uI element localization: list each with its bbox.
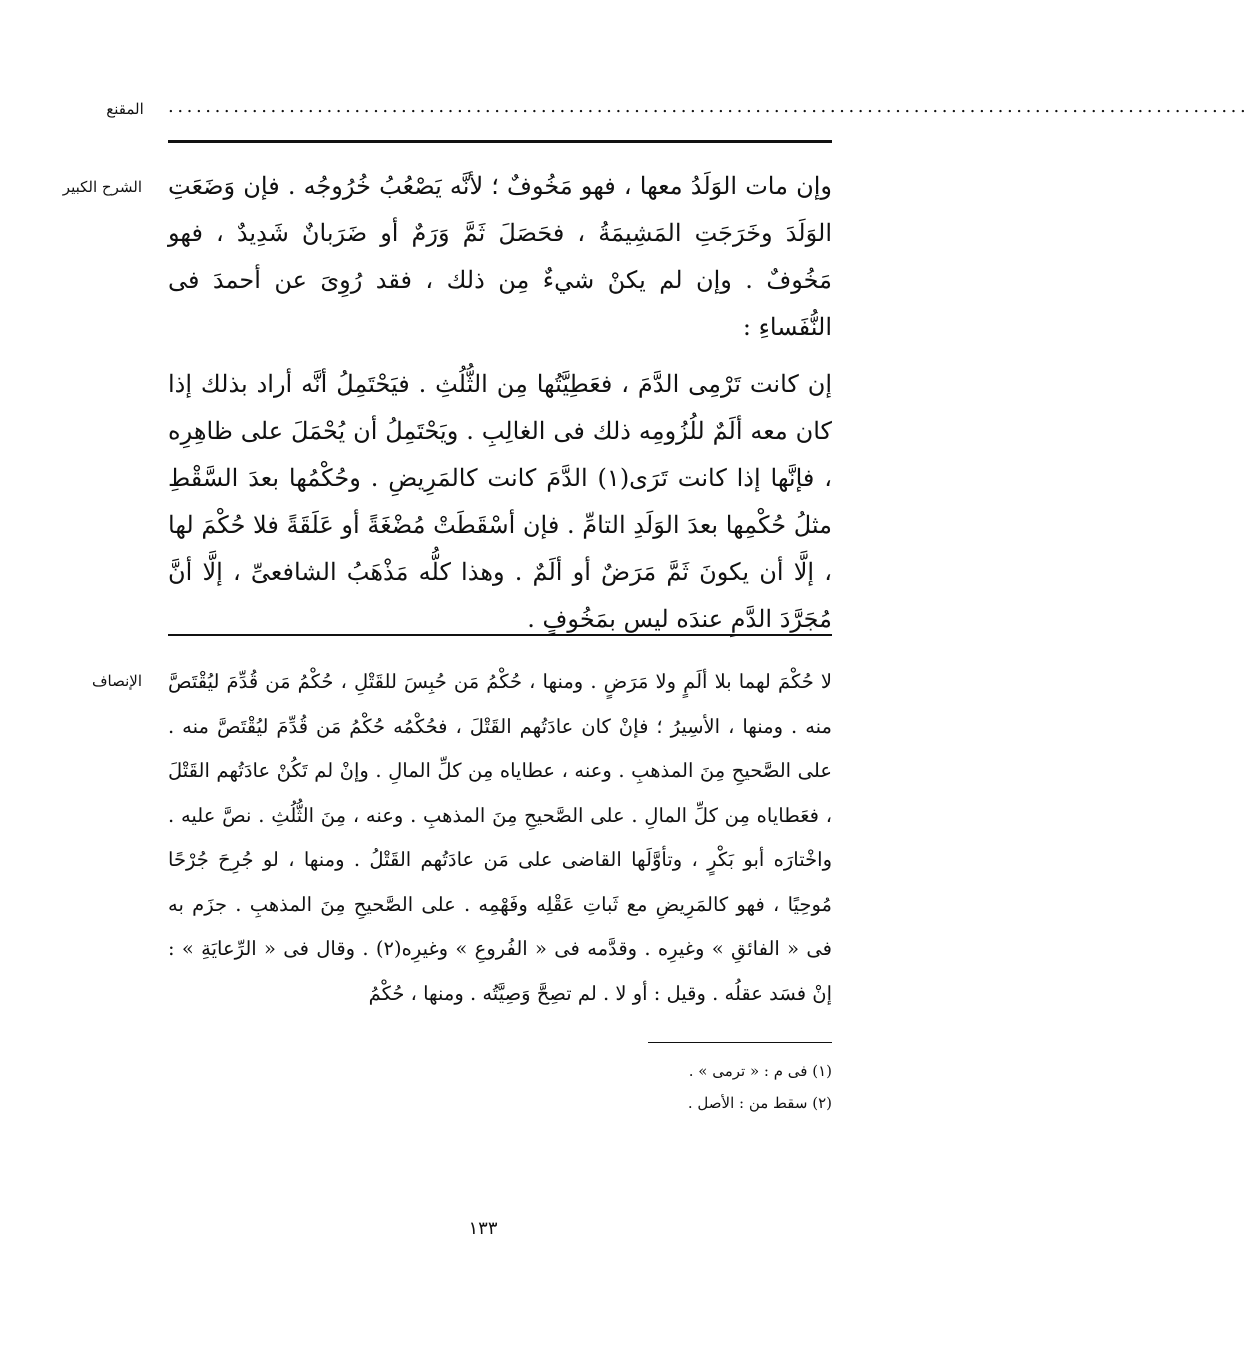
footnote-1: (١) فى م : « ترمى » .: [688, 1062, 832, 1080]
page-number: ١٣٣: [468, 1218, 498, 1239]
insaf-section: [168, 660, 832, 1016]
footnote-2: (٢) سقط من : الأصل .: [687, 1094, 832, 1112]
header-dotted-leader: ....................................................................................................................: [168, 96, 1249, 117]
sharh-paragraph-2: إن كانت تَرْمِى الدَّمَ ، فعَطِيَّتُها مِن الثُّلُثِ . فيَحْتَمِلُ أنَّه أراد بذلك إذا كان معه ألَمٌ للُزُومِه ذلك فى الغالِبِ . ويَحْتَمِلُ أن يُحْمَلَ على ظاهِرِه ، فإنَّها إذا كانت تَرَى(١) الدَّمَ كانت كالمَرِيضِ . وحُكْمُها بعدَ السَّقْطِ مثلُ حُكْمِها بعدَ الوَلَدِ التامِّ . فإن أسْقَطَتْ مُضْغَةً أو عَلَقَةً فلا حُكْمَ لها ، إلَّا أن يكونَ ثَمَّ مَرَضٌ أو ألَمٌ . وهذا كلُّه مَذْهَبُ الشافعىِّ ، إلَّا أنَّ مُجَرَّدَ الدَّمِ عندَه ليس بمَخُوفٍ .: [168, 370, 832, 633]
footnote-rule: [648, 1042, 832, 1043]
insaf-paragraph: لا حُكْمَ لهما بلا ألَمٍ ولا مَرَضٍ . ومنها ، حُكْمُ مَن حُبِسَ للقَتْلِ ، حُكْمُ مَن قُدِّمَ ليُقْتَصَّ منه . ومنها ، الأسِيرُ ؛ فإنْ كان عادَتُهم القَتْلَ ، فحُكْمُه حُكْمُ مَن قُدِّمَ ليُقْتَصَّ منه . على الصَّحيحِ مِنَ المذهبِ . وعنه ، عطاياه مِن كلِّ المالِ . وإنْ لم تَكُنْ عادَتُهم القَتْلَ ، فعَطاياه مِن كلِّ المالِ . على الصَّحيحِ مِنَ المذهبِ . وعنه ، مِنَ الثُّلُثِ . نصَّ عليه . واخْتارَه أبو بَكْرٍ ، وتأوَّلَها القاضى على مَن عادَتُهم القَتْلُ . ومنها ، لو جُرِحَ جُرْحًا مُوحِيًا ، فهو كالمَرِيضِ مع ثَباتِ عَقْلِه وفَهْمِه . على الصَّحيحِ مِنَ المذهبِ . جزَم به فى « الفائقِ » وغيرِه . وقدَّمه فى « الفُروعِ » وغيرِه(٢) . وقال فى « الرِّعايَةِ » : إنْ فسَد عقلُه . وقيل : أو لا . لم تصِحَّ وَصِيَّتُه . ومنها ، حُكْمُ: [168, 670, 832, 1005]
sharh-paragraph-1: وإن مات الوَلَدُ معها ، فهو مَخُوفٌ ؛ لأنَّه يَصْعُبُ خُرُوجُه . فإن وَضَعَتِ الوَلَدَ وخَرَجَتِ المَشِيمَةُ ، فحَصَلَ ثَمَّ وَرَمٌ أو ضَرَبانٌ شَدِيدٌ ، فهو مَخُوفٌ . وإن لم يكنْ شيءٌ مِن ذلك ، فقد رُوِىَ عن أحمدَ فى النُّفَساءِ :: [168, 172, 833, 341]
running-header-title: المقنع: [106, 100, 144, 118]
footnotes: [500, 1055, 832, 1119]
sharh-section: [168, 163, 832, 643]
header-rule: [168, 140, 832, 143]
side-label-sharh: الشرح الكبير: [62, 178, 142, 196]
section-divider: [168, 634, 832, 636]
side-label-insaf: الإنصاف: [91, 672, 142, 690]
